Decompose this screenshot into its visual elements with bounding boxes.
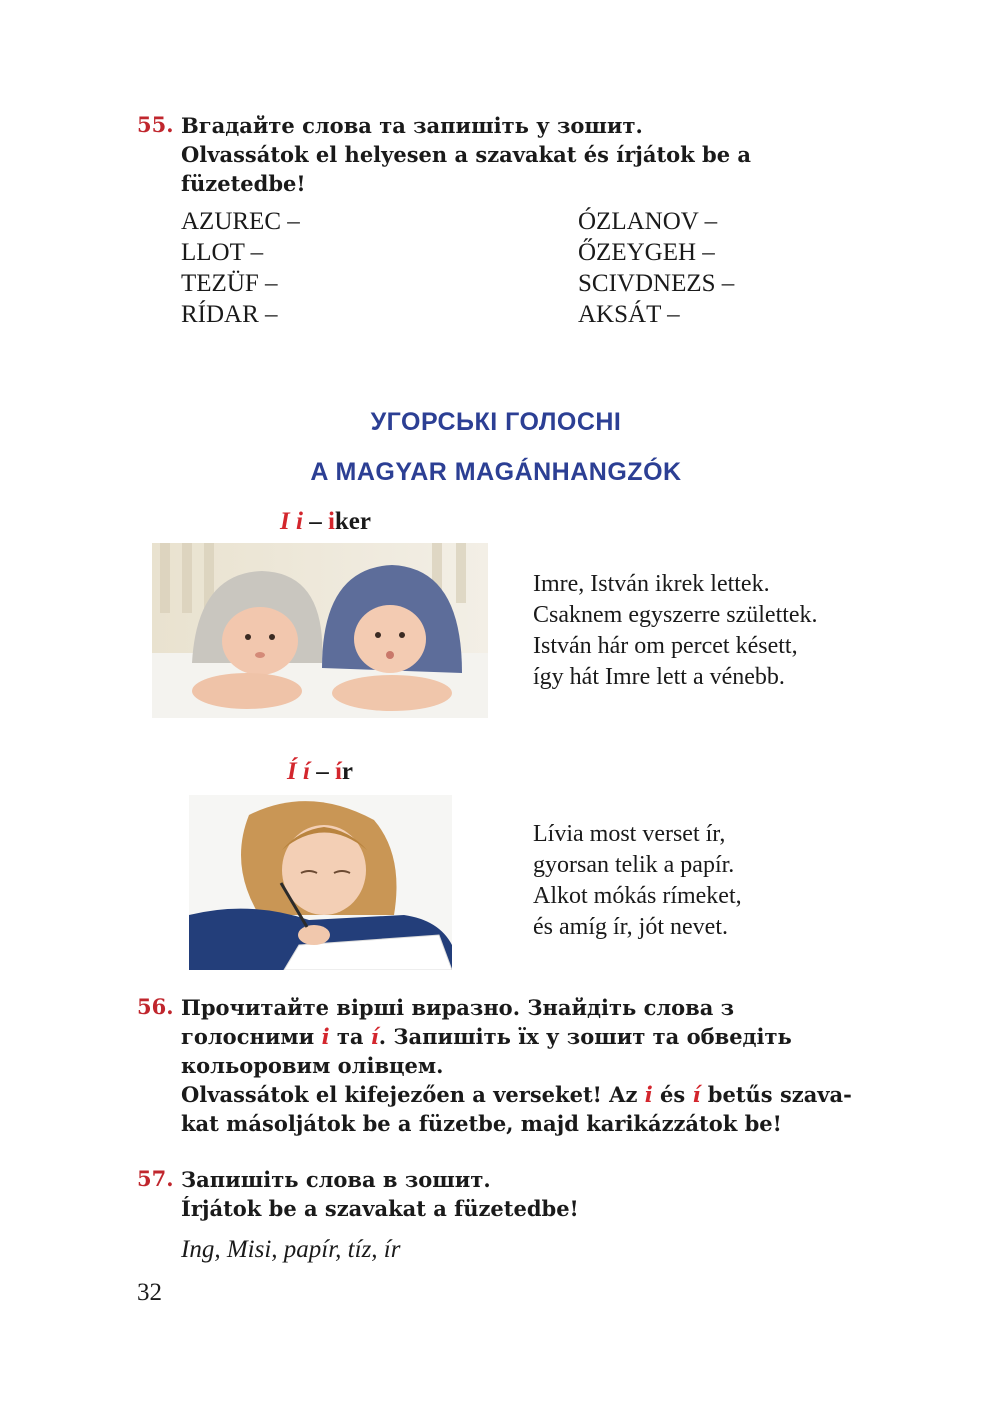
poem-i (533, 569, 818, 693)
task-57-instructions (181, 1165, 901, 1223)
word-item: ÓZLANOV – (578, 208, 718, 235)
task-55-instructions (181, 111, 901, 198)
task-56-ua-line-3: кольоровим олівцем. (181, 1053, 444, 1078)
word-item: TEZÜF – (181, 270, 278, 297)
word-item: ŐZEYGEH – (578, 239, 715, 266)
task-55-number: 55. (137, 112, 174, 137)
letter-i-word-first: i (327, 508, 335, 535)
task-57-number: 57. (137, 1166, 174, 1191)
section-title-ua: УГОРСЬКІ ГОЛОСНІ (370, 408, 622, 436)
text-fragment: és (652, 1082, 693, 1107)
highlight-ii: í (370, 1024, 379, 1049)
word-item: LLOT – (181, 239, 264, 266)
text-fragment: Olvassátok el kifejezően a verseket! Az (181, 1082, 645, 1107)
text-fragment: . Запишіть їх у зошит та обведіть (378, 1024, 792, 1049)
highlight-ii: í (692, 1082, 701, 1107)
task-55-line-hu-1: Olvassátok el helyesen a szavakat és írjátok be a (181, 142, 752, 167)
task-56-ua-line-2 (181, 1022, 911, 1051)
task-56-instructions (181, 993, 911, 1138)
letter-ii-dash: – (316, 758, 329, 785)
letter-ii-small: í (302, 758, 310, 785)
task-56-hu-line-2: kat másoljátok be a füzetbe, majd karikázzátok be! (181, 1111, 782, 1136)
text-fragment: голосними (181, 1024, 322, 1049)
poem-line: Alkot mókás rímeket, (533, 883, 742, 909)
letter-ii-capital: Í (287, 758, 297, 785)
task-56-hu-line-1 (181, 1080, 911, 1109)
task-57-line-ua: Запишіть слова в зошит. (181, 1167, 491, 1192)
word-item: AZUREC – (181, 208, 300, 235)
text-fragment: betűs szava- (700, 1082, 852, 1107)
letter-i-capital: I (280, 508, 290, 535)
poem-ii (533, 819, 742, 943)
twins-photo (152, 543, 488, 718)
highlight-i: i (321, 1024, 330, 1049)
letter-ii-word-first: í (334, 758, 342, 785)
letter-ii-word-rest: r (341, 758, 353, 785)
task-57-line-hu: Írjátok be a szavakat a füzetedbe! (181, 1196, 579, 1221)
girl-writing-photo (189, 795, 452, 970)
page-number: 32 (137, 1279, 162, 1306)
letter-i-dash: – (309, 508, 322, 535)
task-55-line-hu-2: füzetedbe! (181, 171, 306, 196)
poem-line: Csaknem egyszerre születtek. (533, 602, 818, 628)
letter-i-small: i (295, 508, 303, 535)
task-55-left-words (181, 206, 300, 330)
letter-i-word-rest: ker (334, 508, 371, 535)
task-55-line-ua: Вгадайте слова та запишіть у зошит. (181, 113, 643, 138)
letter-i-heading (280, 508, 371, 536)
section-title-hu: A MAGYAR MAGÁNHANGZÓK (310, 458, 682, 486)
poem-line: és amíg ír, jót nevet. (533, 914, 728, 940)
poem-line: így hát Imre lett a vénebb. (533, 664, 785, 690)
poem-line: gyorsan telik a papír. (533, 852, 735, 878)
word-item: SCIVDNEZS – (578, 270, 735, 297)
highlight-i: i (644, 1082, 653, 1107)
poem-line: István hár om percet késett, (533, 633, 798, 659)
word-item: RÍDAR – (181, 301, 278, 328)
poem-line: Lívia most verset ír, (533, 821, 726, 847)
text-fragment: та (329, 1024, 371, 1049)
task-56-ua-line-1: Прочитайте вірші виразно. Знайдіть слова з (181, 995, 735, 1020)
letter-ii-heading (287, 758, 353, 786)
word-item: AKSÁT – (578, 301, 680, 328)
task-56-number: 56. (137, 994, 174, 1019)
poem-line: Imre, István ikrek lettek. (533, 571, 770, 597)
task-55-right-words (578, 206, 734, 330)
task-57-words: Ing, Misi, papír, tíz, ír (181, 1236, 401, 1263)
